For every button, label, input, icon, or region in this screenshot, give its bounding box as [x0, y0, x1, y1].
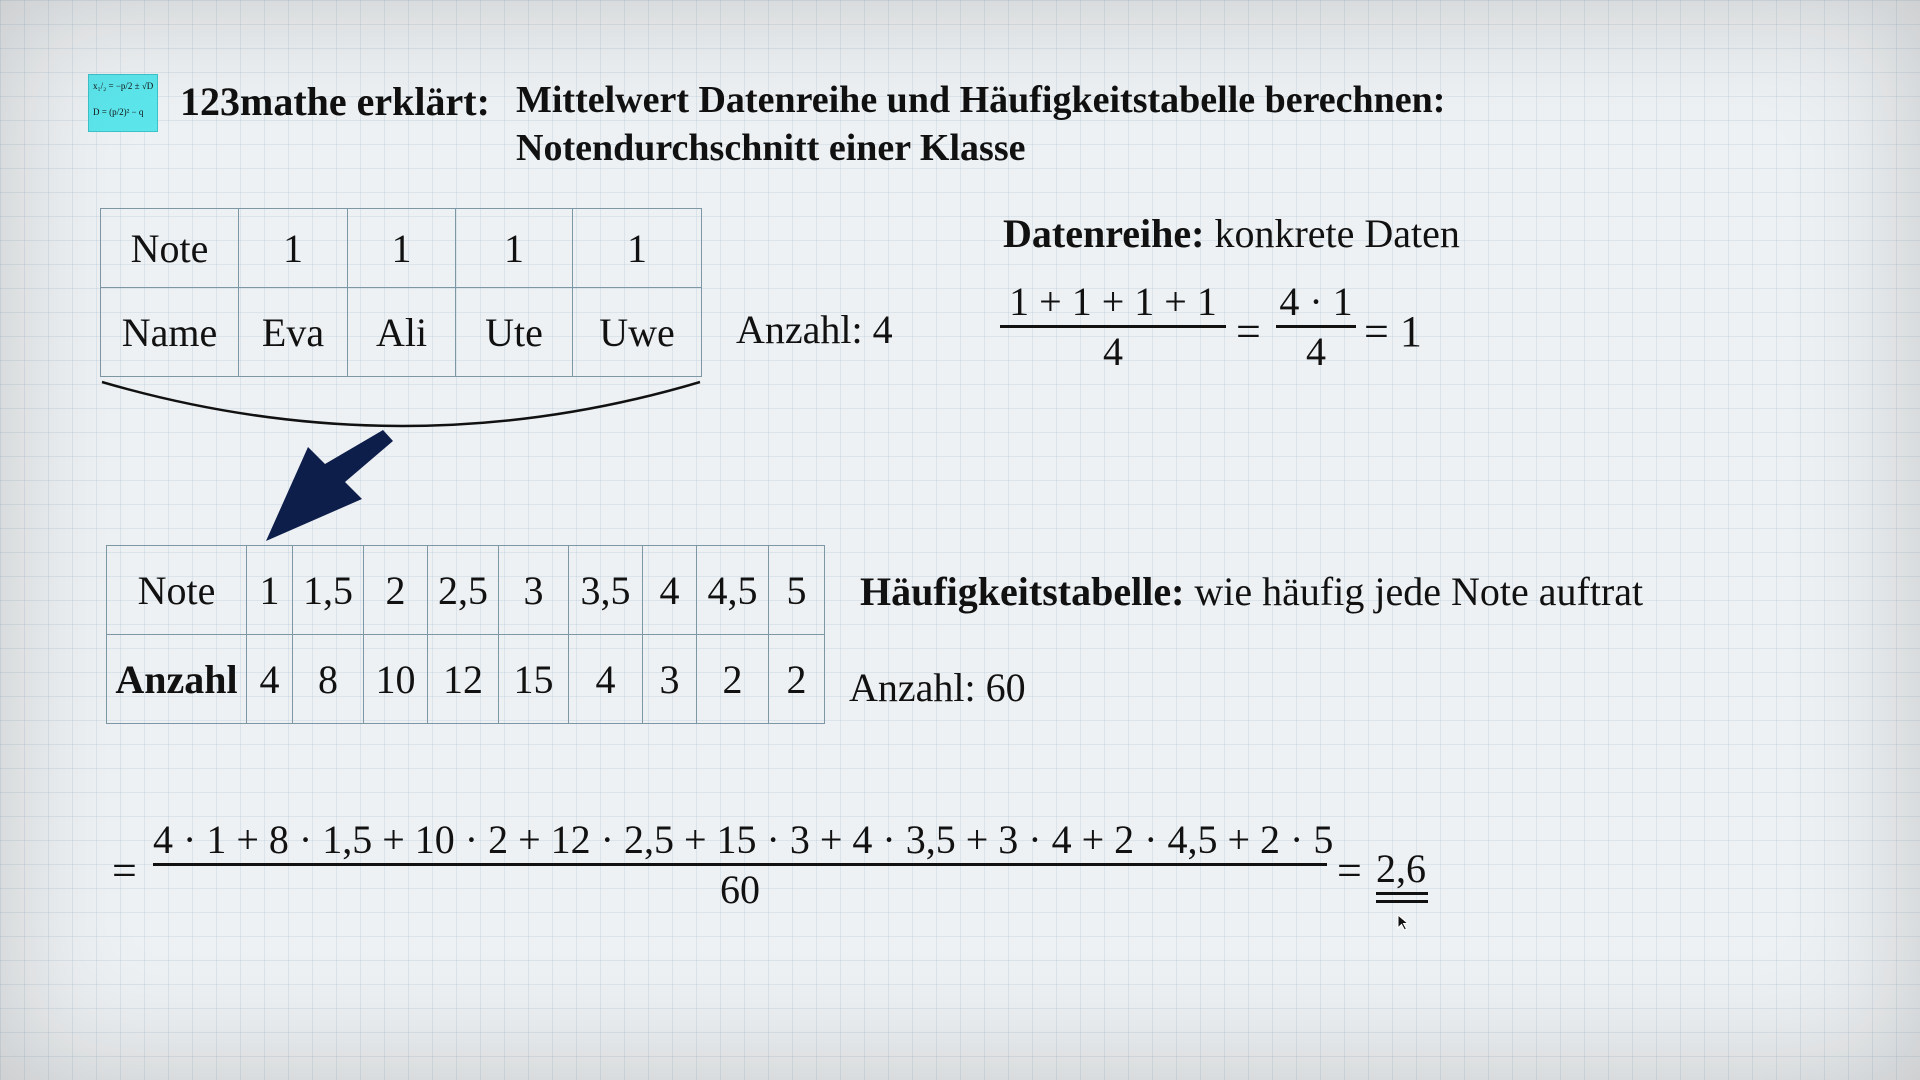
table-cell: 3	[499, 546, 569, 635]
table-cell: 2	[769, 635, 825, 724]
haeufigkeit-heading-rest: wie häufig jede Note auftrat	[1184, 569, 1644, 614]
table-cell: Ali	[348, 288, 456, 377]
table-cell: 4	[247, 635, 293, 724]
table-cell: 1	[247, 546, 293, 635]
frequency-table	[106, 545, 825, 724]
table-cell: 4,5	[697, 546, 769, 635]
table-row	[107, 635, 825, 724]
table-cell: Uwe	[573, 288, 702, 377]
table-cell: Note	[101, 209, 239, 288]
equals-sign: =	[1337, 846, 1362, 895]
table-cell: 8	[293, 635, 364, 724]
table-cell: 5	[769, 546, 825, 635]
table-cell: 12	[428, 635, 499, 724]
logo-formula-line1: x₁/₂ = −p/2 ± √D	[93, 81, 154, 91]
table-cell: Note	[107, 546, 247, 635]
fraction-denominator: 4	[1103, 329, 1123, 374]
fraction-mean	[153, 816, 1334, 913]
fraction-numerator: 4 · 1	[1279, 279, 1353, 324]
datenreihe-heading-bold: Datenreihe:	[1003, 211, 1205, 256]
table-cell: 2,5	[428, 546, 499, 635]
equals-sign: =	[1236, 307, 1261, 356]
page-title-line2: Notendurchschnitt einer Klasse	[516, 127, 1026, 169]
logo-formula-line2: D = (p/2)² − q	[93, 107, 144, 117]
result-datenreihe: = 1	[1364, 307, 1422, 356]
table-cell: 3	[643, 635, 697, 724]
page-title-line1: Mittelwert Datenreihe und Häufigkeitstabelle berechnen:	[516, 79, 1446, 121]
table-cell: 15	[499, 635, 569, 724]
haeufigkeit-heading	[860, 568, 1643, 615]
fraction-denominator: 60	[720, 867, 760, 912]
table-cell: 3,5	[569, 546, 643, 635]
table-cell: 2	[364, 546, 428, 635]
count-label-haeufigkeit: Anzahl: 60	[849, 665, 1026, 710]
datenreihe-heading-rest: konkrete Daten	[1204, 211, 1460, 256]
count-label-datenreihe: Anzahl: 4	[736, 307, 893, 352]
table-cell: 1	[456, 209, 573, 288]
table-cell: 10	[364, 635, 428, 724]
fraction-numerator: 4 · 1 + 8 · 1,5 + 10 · 2 + 12 · 2,5 + 15 · 3 + 4 · 3,5 + 3 · 4 + 2 · 4,5 + 2 · 5	[153, 817, 1334, 862]
table-cell: Ute	[456, 288, 573, 377]
down-left-arrow-icon	[266, 430, 393, 541]
table-cell: 1	[239, 209, 348, 288]
table-cell: 2	[697, 635, 769, 724]
brand-title: 123mathe erklärt:	[180, 79, 490, 124]
haeufigkeit-heading-bold: Häufigkeitstabelle:	[860, 569, 1185, 614]
table-cell: Anzahl	[107, 635, 247, 724]
table-cell: 1,5	[293, 546, 364, 635]
equals-sign: =	[112, 846, 137, 895]
table-cell: Eva	[239, 288, 348, 377]
grouping-curve	[102, 382, 700, 426]
fraction-denominator: 4	[1306, 329, 1326, 374]
table-cell: 1	[573, 209, 702, 288]
table-cell: 1	[348, 209, 456, 288]
table-cell: 4	[569, 635, 643, 724]
fraction-numerator: 1 + 1 + 1 + 1	[1009, 279, 1217, 324]
table-cell: Name	[101, 288, 239, 377]
table-cell: 4	[643, 546, 697, 635]
double-underline	[1376, 892, 1428, 908]
mouse-cursor-icon	[1397, 914, 1411, 932]
table-row	[107, 546, 825, 635]
final-result: 2,6	[1376, 846, 1426, 891]
